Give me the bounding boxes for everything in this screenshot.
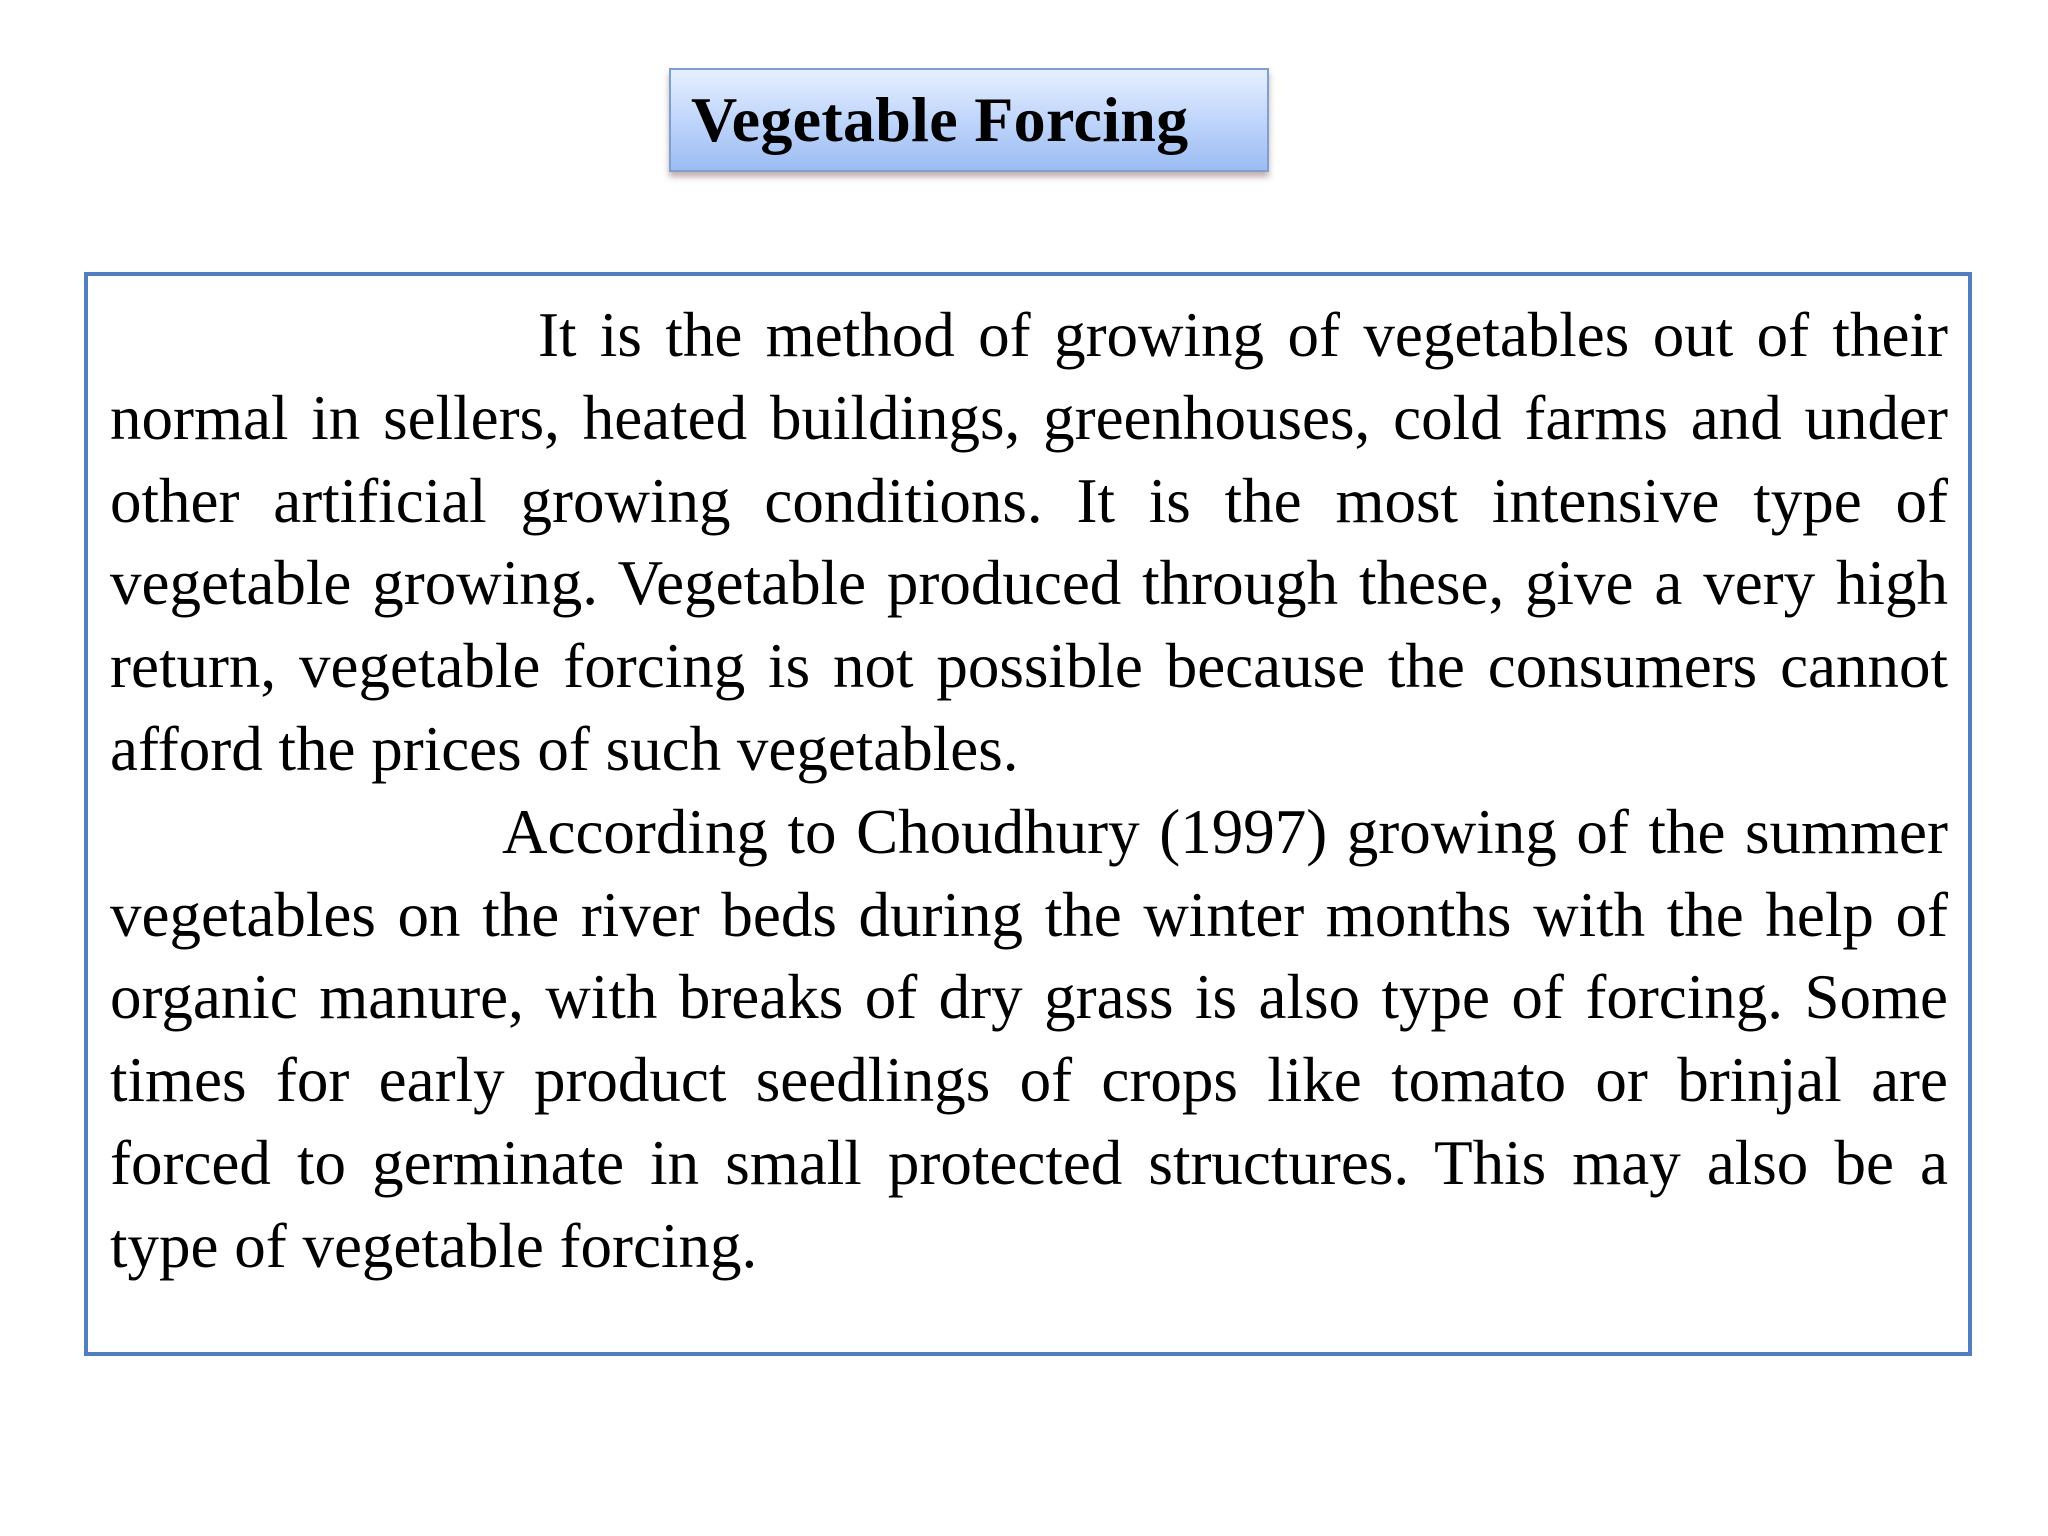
slide-title: Vegetable Forcing	[691, 84, 1189, 155]
paragraph-definition: It is the method of growing of vegetables out of their normal in sellers, heated buildings, greenhouses, cold farms and under other artificial growing conditions. It is the most intensive type of vegetable growing. Vegetable produced through these, give a very high return, vegetable forcing is not possible because the consumers cannot afford the prices of such vegetables.	[110, 300, 1948, 784]
content-box	[84, 272, 1972, 1356]
title-box	[669, 68, 1269, 172]
paragraph-choudhury: According to Choudhury (1997) growing of the summer vegetables on the river beds during the winter months with the help of organic manure, with breaks of dry grass is also type of forcing. Some times for early product seedlings of crops like tomato or brinjal are forced to germinate in small protected structures. This may also be a type of vegetable forcing.	[110, 796, 1948, 1281]
